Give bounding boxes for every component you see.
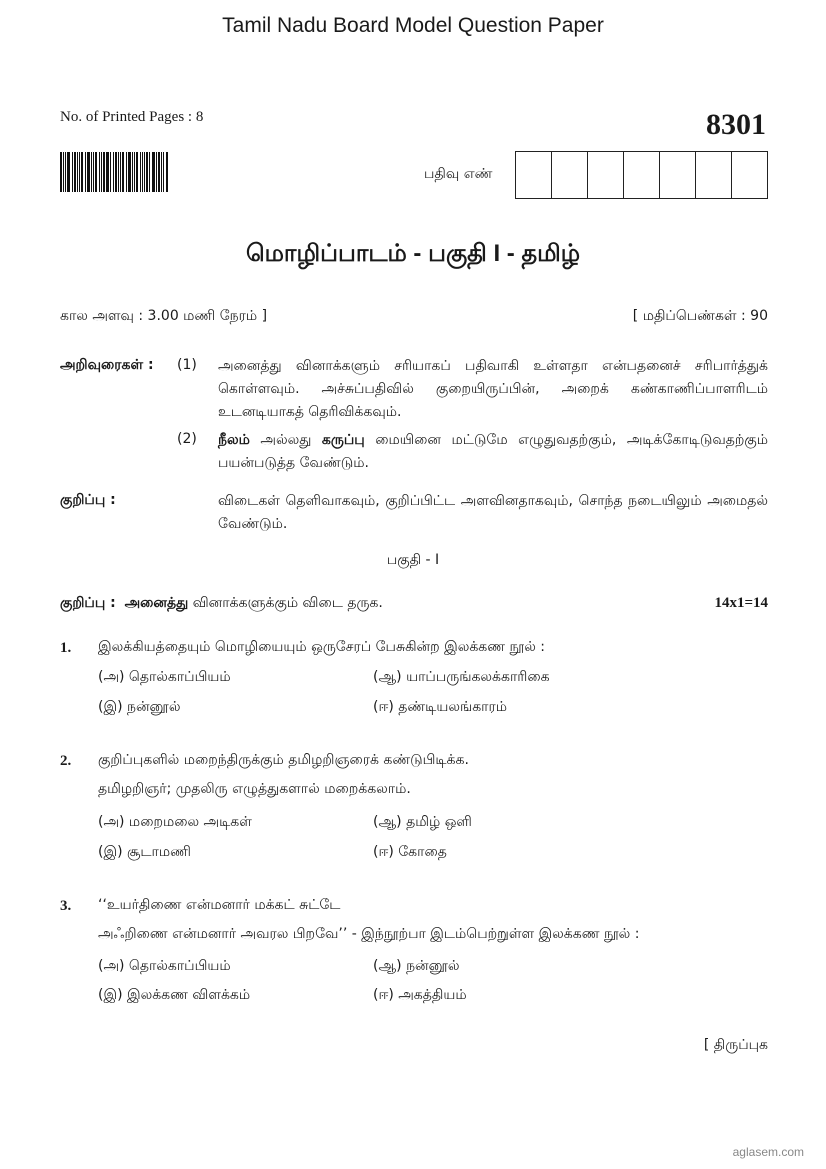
reg-box xyxy=(660,152,696,198)
section-note xyxy=(60,595,383,613)
note-text: விடைகள் தெளிவாகவும், குறிப்பிட்ட அளவினதாகவும், சொந்த நடையிலும் அமைதல் வேண்டும். xyxy=(218,493,768,532)
section-marks: 14x1=14 xyxy=(714,595,768,611)
section-note-label: குறிப்பு : xyxy=(60,595,116,611)
reg-box xyxy=(516,152,552,198)
option-a: (அ) தொல்காப்பியம் xyxy=(98,669,231,685)
question-text: தமிழறிஞர்; முதலிரு எழுத்துகளால் மறைக்கலாம். xyxy=(98,781,411,797)
instruction-connector: அல்லது xyxy=(249,432,322,448)
reg-box xyxy=(732,152,767,198)
black-ink-word: கருப்பு xyxy=(321,432,365,448)
subject-title: மொழிப்பாடம் - பகுதி I - தமிழ் xyxy=(245,240,581,267)
instruction-num: (2) xyxy=(177,431,197,447)
instructions-label: அறிவுரைகள் : xyxy=(60,357,154,373)
instruction-rest: மையினை மட்டுமே எழுதுவதற்கும், அடிக்கோடிடுவதற்கும் பயன்படுத்த வேண்டும். xyxy=(218,432,769,471)
paper-code: 8301 xyxy=(706,108,766,141)
option-d: (ஈ) தண்டியலங்காரம் xyxy=(373,699,507,715)
page-header-title: Tamil Nadu Board Model Question Paper xyxy=(222,14,604,37)
reg-box xyxy=(696,152,732,198)
question-number: 1. xyxy=(60,640,72,656)
question-text: இலக்கியத்தையும் மொழியையும் ஒருசேரப் பேசுகின்ற இலக்கண நூல் : xyxy=(98,639,546,655)
instruction-text: அனைத்து வினாக்களும் சரியாகப் பதிவாகி உள்ளதா என்பதனைச் சரிபார்த்துக் கொள்ளவும். அச்சுப்பதிவில் குறையிருப்பின், அறைக் கண்காணிப்பாளரிடம் உடனடியாகத் தெரிவிக்கவும். xyxy=(218,358,768,420)
option-c: (இ) சூடாமணி xyxy=(98,844,191,860)
option-b: (ஆ) யாப்பருங்கலக்காரிகை xyxy=(373,669,550,685)
option-a: (அ) மறைமலை அடிகள் xyxy=(98,814,252,830)
section-note-bold: அனைத்து xyxy=(124,595,189,611)
option-c: (இ) நன்னூல் xyxy=(98,699,181,715)
reg-box xyxy=(624,152,660,198)
registration-number-boxes xyxy=(515,151,768,199)
section-note-text: வினாக்களுக்கும் விடை தருக. xyxy=(188,595,383,611)
option-b: (ஆ) தமிழ் ஒளி xyxy=(373,814,472,830)
question-text: அஃறிணை என்மனார் அவரல பிறவே’’ - இந்நூற்பா இடம்பெற்றுள்ள இலக்கண நூல் : xyxy=(98,926,640,942)
question-number: 3. xyxy=(60,898,72,914)
blue-ink-word: நீலம் xyxy=(218,432,250,448)
time-duration: கால அளவு : 3.00 மணி நேரம் ] xyxy=(60,308,268,324)
instruction-text xyxy=(218,429,768,475)
turn-over-label: [ திருப்புக xyxy=(703,1037,768,1053)
registration-label: பதிவு எண் xyxy=(424,166,493,182)
instruction-num: (1) xyxy=(177,357,197,373)
option-a: (அ) தொல்காப்பியம் xyxy=(98,958,231,974)
section-title: பகுதி - I xyxy=(386,552,440,568)
printed-pages: No. of Printed Pages : 8 xyxy=(60,109,204,125)
option-d: (ஈ) அகத்தியம் xyxy=(373,987,467,1003)
question-text: குறிப்புகளில் மறைந்திருக்கும் தமிழறிஞரைக் கண்டுபிடிக்க. xyxy=(98,752,469,768)
option-d: (ஈ) கோதை xyxy=(373,844,447,860)
reg-box xyxy=(552,152,588,198)
watermark: aglasem.com xyxy=(732,1145,804,1159)
barcode xyxy=(60,152,172,192)
question-number: 2. xyxy=(60,753,72,769)
max-marks: [ மதிப்பெண்கள் : 90 xyxy=(632,308,768,324)
option-b: (ஆ) நன்னூல் xyxy=(373,958,460,974)
option-c: (இ) இலக்கண விளக்கம் xyxy=(98,987,251,1003)
note-label: குறிப்பு : xyxy=(60,492,116,508)
reg-box xyxy=(588,152,624,198)
question-text: ‘‘உயர்திணை என்மனார் மக்கட் சுட்டே xyxy=(98,897,341,913)
